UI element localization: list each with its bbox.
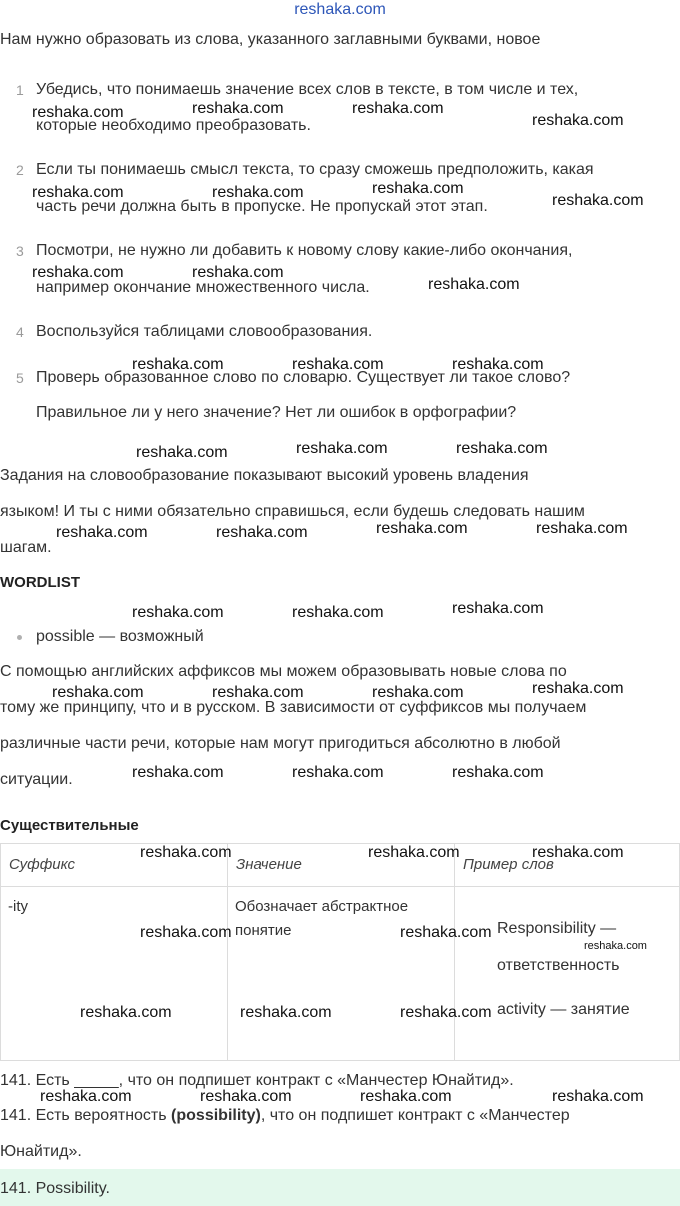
wordlist-heading: WORDLIST — [0, 574, 80, 591]
meaning-line: Обозначает абстрактное — [235, 898, 409, 915]
watermark: reshaka.com — [192, 100, 284, 117]
table-header-meaning: Значение — [228, 844, 455, 887]
task-sentence — [0, 1107, 570, 1125]
watermark: reshaka.com — [292, 764, 384, 781]
watermark: reshaka.com — [292, 356, 384, 373]
watermark: reshaka.com — [452, 356, 544, 373]
watermark: reshaka.com — [400, 924, 492, 941]
step-number: 4 — [16, 324, 24, 340]
watermark: reshaka.com — [552, 192, 644, 209]
paragraph-line: различные части речи, которые нам могут пригодиться абсолютно в любой — [0, 735, 561, 752]
watermark: reshaka.com — [296, 440, 388, 457]
task-sentence-end: , что он подпишет контракт с «Манчестер — [260, 1107, 570, 1124]
watermark: reshaka.com — [532, 112, 624, 129]
answer-text: 141. Possibility. — [0, 1180, 110, 1197]
step-number: 2 — [16, 162, 24, 178]
watermark: reshaka.com — [532, 680, 624, 697]
task-question: 141. Есть _____, что он подпишет контракт с «Манчестер Юнайтид». — [0, 1072, 514, 1089]
step-number: 5 — [16, 370, 24, 386]
site-header-link[interactable]: reshaka.com — [294, 1, 386, 18]
watermark: reshaka.com — [360, 1088, 452, 1105]
wordlist-item: possible — возможный — [36, 628, 204, 645]
watermark: reshaka.com — [400, 1004, 492, 1021]
step-1-line-2: которые необходимо преобразовать. — [36, 117, 311, 134]
example-line: ответственность — [497, 957, 620, 974]
watermark: reshaka.com — [192, 264, 284, 281]
watermark: reshaka.com — [200, 1088, 292, 1105]
paragraph-line: Задания на словообразование показывают высокий уровень владения — [0, 467, 529, 484]
watermark: reshaka.com — [52, 684, 144, 701]
watermark: reshaka.com — [212, 684, 304, 701]
watermark: reshaka.com — [240, 1004, 332, 1021]
watermark: reshaka.com — [456, 440, 548, 457]
watermark: reshaka.com — [552, 1088, 644, 1105]
paragraph-line: ситуации. — [0, 771, 73, 788]
watermark: reshaka.com — [372, 180, 464, 197]
example-line: activity — занятие — [497, 1001, 630, 1018]
step-3-line-2: например окончание множественного числа. — [36, 279, 370, 296]
step-1-line-1: Убедись, что понимаешь значение всех слов в тексте, в том числе и тех, — [36, 81, 579, 98]
paragraph-line: шагам. — [0, 539, 52, 556]
step-2-line-1: Если ты понимаешь смысл текста, то сразу сможешь предположить, какая — [36, 161, 594, 178]
watermark: reshaka.com — [368, 844, 460, 861]
paragraph-line: языком! И ты с ними обязательно справишься, если будешь следовать нашим — [0, 503, 585, 520]
step-4-line-1: Воспользуйся таблицами словообразования. — [36, 323, 373, 340]
watermark: reshaka.com — [32, 264, 124, 281]
paragraph-line: С помощью английских аффиксов мы можем образовывать новые слова по — [0, 663, 567, 680]
bullet-icon — [17, 635, 22, 640]
intro-text: Нам нужно образовать из слова, указанного заглавными буквами, новое — [0, 31, 541, 48]
watermark: reshaka.com — [352, 100, 444, 117]
task-sentence-line-2: Юнайтид». — [0, 1143, 82, 1160]
watermark: reshaka.com — [140, 924, 232, 941]
watermark: reshaka.com — [376, 520, 468, 537]
watermark: reshaka.com — [136, 444, 228, 461]
watermark: reshaka.com — [32, 184, 124, 201]
watermark: reshaka.com — [584, 940, 647, 952]
watermark: reshaka.com — [132, 356, 224, 373]
watermark: reshaka.com — [532, 844, 624, 861]
task-sentence-keyword: (possibility) — [171, 1107, 261, 1124]
step-2-line-2: часть речи должна быть в пропуске. Не пропускай этот этап. — [36, 198, 488, 215]
watermark: reshaka.com — [216, 524, 308, 541]
step-3-line-1: Посмотри, не нужно ли добавить к новому слову какие-либо окончания, — [36, 242, 573, 259]
watermark: reshaka.com — [132, 764, 224, 781]
watermark: reshaka.com — [452, 764, 544, 781]
suffix-value: -ity — [8, 898, 28, 915]
step-number: 3 — [16, 243, 24, 259]
example-line: Responsibility — — [497, 920, 617, 937]
table-header-suffix: Суффикс — [1, 844, 228, 887]
watermark: reshaka.com — [292, 604, 384, 621]
table-header-examples: Пример слов — [455, 844, 680, 887]
watermark: reshaka.com — [132, 604, 224, 621]
step-5-line-2: Правильное ли у него значение? Нет ли ошибок в орфографии? — [36, 404, 517, 421]
watermark: reshaka.com — [428, 276, 520, 293]
step-5-line-1: Проверь образованное слово по словарю. Существует ли такое слово? — [36, 369, 571, 386]
watermark: reshaka.com — [80, 1004, 172, 1021]
watermark: reshaka.com — [32, 104, 124, 121]
nouns-heading: Существительные — [0, 817, 139, 834]
watermark: reshaka.com — [536, 520, 628, 537]
paragraph-line: тому же принципу, что и в русском. В зависимости от суффиксов мы получаем — [0, 699, 587, 716]
table-cell-suffix — [1, 887, 228, 1061]
watermark: reshaka.com — [212, 184, 304, 201]
watermark: reshaka.com — [56, 524, 148, 541]
step-number: 1 — [16, 82, 24, 98]
watermark: reshaka.com — [372, 684, 464, 701]
watermark: reshaka.com — [140, 844, 232, 861]
watermark: reshaka.com — [40, 1088, 132, 1105]
meaning-line: понятие — [235, 922, 292, 939]
watermark: reshaka.com — [452, 600, 544, 617]
suffix-table — [0, 843, 680, 1061]
task-sentence-start: 141. Есть вероятность — [0, 1107, 172, 1124]
